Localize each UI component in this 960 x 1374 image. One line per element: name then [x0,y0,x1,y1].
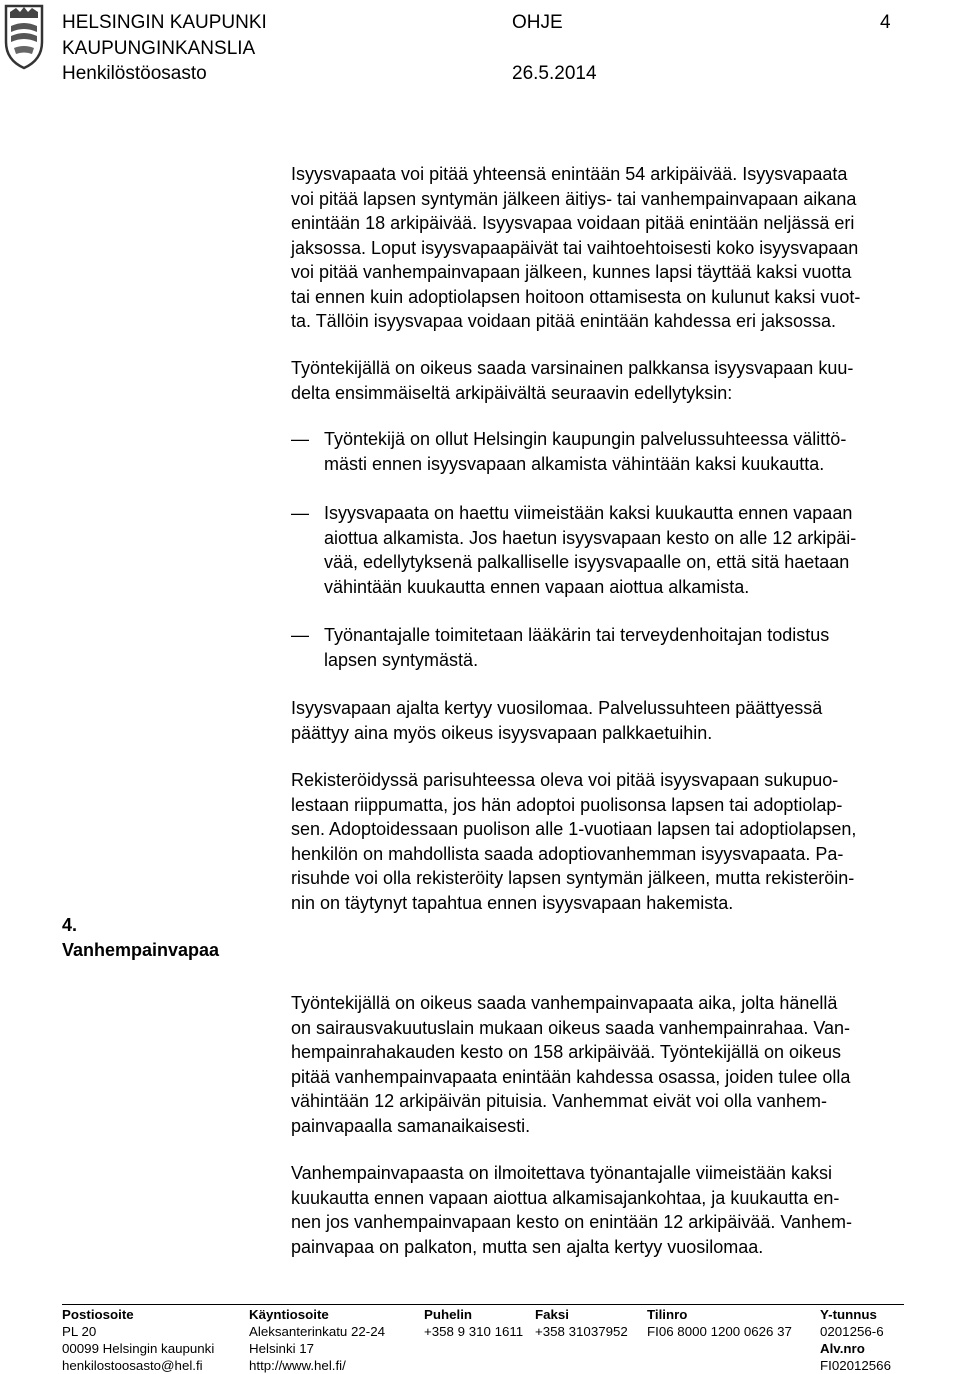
paragraph-pay-conditions: Työntekijällä on oikeus saada varsinainen palkkansa isyysvapaan kuu- delta ensimmäiseltä arkipäivältä seuraavin edellytyksin: [291,358,854,403]
city-crest-logo [2,2,46,70]
org-name-line1: HELSINGIN KAUPUNKI [62,12,267,33]
footer-rule [62,1304,904,1305]
paragraph-annual-leave: Isyysvapaan ajalta kertyy vuosilomaa. Palvelussuhteen päättyessä päättyy aina myös oikeus isyysvapaan palkkaetuihin. [291,698,823,743]
footer-visiting-address: Käyntiosoite Aleksanterinkatu 22-24 Helsinki 17 http://www.hel.fi/ [249,1307,386,1373]
doc-date: 26.5.2014 [512,63,597,84]
footer-fax: Faksi +358 31037952 [535,1307,628,1339]
footer-phone: Puhelin +358 9 310 1611 [424,1307,524,1339]
org-name-line3: Henkilöstöosasto [62,63,207,84]
doc-type: OHJE [512,12,563,33]
page-number: 4 [880,12,891,33]
footer-email-link[interactable]: henkilostoosasto@hel.fi [62,1358,203,1373]
dash-bullet: — [291,503,309,523]
footer-account: Tilinro FI06 8000 1200 0626 37 [647,1307,792,1339]
org-name-line2: KAUPUNGINKANSLIA [62,38,256,59]
dash-bullet: — [291,625,309,645]
paragraph-paternity-leave-length: Isyysvapaata voi pitää yhteensä enintään 54 arkipäivää. Isyysvapaata voi pitää lapsen syntymän jälkeen äitiys- tai vanhempainvapaan aikana enintään 18 arkipäivää. Isyysvapaa voidaan pitää enintään neljässä eri jaksossa. Loput isyysvapaapäivät tai vaihtoehtoisesti koko isyysvapaan voi pitää vanhempainvapaan jälkeen, kunnes lapsi täyttää kaksi vuotta tai ennen kuin adoptiolapsen hoitoon ottamisesta on kulunut kaksi vuot- ta. Tällöin isyysvapaa voidaan pitää enintään kahdessa eri jaksossa. [291,164,861,331]
footer-business-id: Y-tunnus 0201256-6 Alv.nro FI02012566 [820,1307,891,1373]
paragraph-parental-leave-notice: Vanhempainvapaasta on ilmoitettava työnantajalle viimeistään kaksi kuukautta ennen vapaan aiottua alkamisajankohtaa, ja kuukautta en- nen jos vanhempainvapaan kesto on enintään 12 arkipäivää. Vanhem- painvapaa on palkaton, mutta sen ajalta kertyy vuosilomaa. [291,1163,853,1257]
section-title: Vanhempainvapaa [62,940,220,960]
footer-postal-address: Postiosoite PL 20 00099 Helsingin kaupunki henkilostoosasto@hel.fi [62,1307,215,1373]
footer [0,1304,960,1374]
section-number: 4. [62,915,78,935]
paragraph-registered-partnership: Rekisteröidyssä parisuhteessa oleva voi pitää isyysvapaan sukupuo- lestaan riippumatta, jos hän adoptoi puolisonsa lapsen tai adoptiolap- sen. Adoptoidessaan puolison alle 1-vuotiaan lapsen tai adoptiolapsen, henkilön on mahdollista saada adoptiovanhemman isyysvapaata. Pa- risuhde voi olla rekisteröity lapsen syntymän jälkeen, mutta rekisteröin- nin on täytynyt tapahtua ennen isyysvapaan hakemista. [291,770,857,913]
dash-bullet: — [291,429,309,449]
section-heading [62,913,219,963]
paragraph-parental-leave: Työntekijällä on oikeus saada vanhempainvapaata aika, jolta hänellä on sairausvakuutuslain mukaan oikeus saada vanhempainrahaa. Van- hempainrahakauden kesto on 158 arkipäivää. Työntekijällä on oikeus pitää vanhempainvapaata enintään kahdessa osassa, joiden tulee olla vähintään 12 arkipäivän pituisia. Vanhemmat eivät voi olla vanhem- painvapaalla samanaikaisesti. [291,993,851,1136]
footer-website-link[interactable]: http://www.hel.fi/ [249,1358,346,1373]
